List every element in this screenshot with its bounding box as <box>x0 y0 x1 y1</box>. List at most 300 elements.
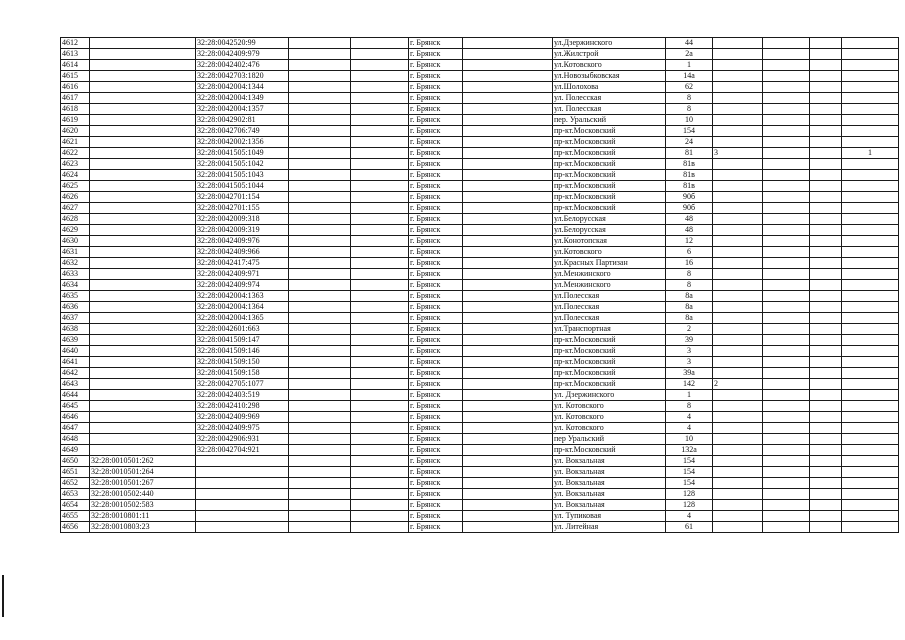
table-row <box>61 379 899 390</box>
extra-number-cell <box>713 181 763 192</box>
cadastral-number-land <box>90 423 196 434</box>
empty-cell <box>289 82 351 93</box>
house-number-cell: 154 <box>666 456 713 467</box>
house-number-cell: 48 <box>666 225 713 236</box>
house-number-cell: 24 <box>666 137 713 148</box>
empty-cell <box>351 115 409 126</box>
cadastral-number-building: 32:28:0042701:154 <box>196 192 289 203</box>
empty-cell <box>463 115 553 126</box>
house-number-cell: 4 <box>666 412 713 423</box>
city-cell: г. Брянск <box>409 390 463 401</box>
empty-cell <box>463 478 553 489</box>
cadastral-number-building: 32:28:0042417:475 <box>196 258 289 269</box>
last-cell <box>842 137 899 148</box>
cadastral-number-land <box>90 302 196 313</box>
empty-cell <box>289 236 351 247</box>
empty-cell <box>351 434 409 445</box>
cadastral-number-land: 32:28:0010502:583 <box>90 500 196 511</box>
extra-number-cell <box>713 93 763 104</box>
street-cell: пр-кт.Московский <box>553 170 666 181</box>
extra-number-cell <box>713 203 763 214</box>
cadastral-number-land <box>90 159 196 170</box>
row-number: 4623 <box>61 159 90 170</box>
last-cell <box>842 203 899 214</box>
empty-cell <box>351 49 409 60</box>
empty-cell <box>810 390 842 401</box>
table-row <box>61 148 899 159</box>
empty-cell <box>351 269 409 280</box>
empty-cell <box>810 236 842 247</box>
empty-cell <box>351 93 409 104</box>
row-number: 4641 <box>61 357 90 368</box>
row-number: 4621 <box>61 137 90 148</box>
street-cell: ул.Красных Партизан <box>553 258 666 269</box>
table-row <box>61 126 899 137</box>
street-cell: ул. Литейная <box>553 522 666 533</box>
empty-cell <box>810 489 842 500</box>
empty-cell <box>463 148 553 159</box>
house-number-cell: 3 <box>666 346 713 357</box>
empty-cell <box>810 247 842 258</box>
empty-cell <box>763 522 810 533</box>
empty-cell <box>810 258 842 269</box>
street-cell: пр-кт.Московский <box>553 357 666 368</box>
empty-cell <box>289 148 351 159</box>
table-row <box>61 49 899 60</box>
last-cell <box>842 357 899 368</box>
last-cell <box>842 38 899 49</box>
house-number-cell: 8 <box>666 93 713 104</box>
empty-cell <box>463 225 553 236</box>
empty-cell <box>289 159 351 170</box>
empty-cell <box>289 214 351 225</box>
extra-number-cell <box>713 401 763 412</box>
cadastral-number-building: 32:28:0042409:974 <box>196 280 289 291</box>
street-cell: ул. Вокзальная <box>553 456 666 467</box>
cadastral-number-land: 32:28:0010501:262 <box>90 456 196 467</box>
table-row <box>61 467 899 478</box>
last-cell <box>842 104 899 115</box>
empty-cell <box>463 137 553 148</box>
cadastral-number-building: 32:28:0041509:147 <box>196 335 289 346</box>
empty-cell <box>810 49 842 60</box>
table-row <box>61 500 899 511</box>
empty-cell <box>763 258 810 269</box>
house-number-cell: 132а <box>666 445 713 456</box>
empty-cell <box>289 313 351 324</box>
street-cell: ул. Котовского <box>553 401 666 412</box>
house-number-cell: 8а <box>666 302 713 313</box>
empty-cell <box>463 423 553 434</box>
house-number-cell: 2а <box>666 49 713 60</box>
cadastral-number-land <box>90 379 196 390</box>
city-cell: г. Брянск <box>409 401 463 412</box>
city-cell: г. Брянск <box>409 49 463 60</box>
empty-cell <box>810 500 842 511</box>
house-number-cell: 10 <box>666 115 713 126</box>
empty-cell <box>351 170 409 181</box>
empty-cell <box>763 291 810 302</box>
empty-cell <box>810 60 842 71</box>
empty-cell <box>810 126 842 137</box>
cadastral-number-land <box>90 313 196 324</box>
table-row <box>61 313 899 324</box>
row-number: 4620 <box>61 126 90 137</box>
street-cell: ул. Вокзальная <box>553 489 666 500</box>
extra-number-cell: 3 <box>713 148 763 159</box>
cadastral-number-building: 32:28:0042703:1820 <box>196 71 289 82</box>
street-cell: ул.Котовского <box>553 247 666 258</box>
empty-cell <box>351 335 409 346</box>
extra-number-cell <box>713 236 763 247</box>
row-number: 4647 <box>61 423 90 434</box>
row-number: 4624 <box>61 170 90 181</box>
last-cell <box>842 60 899 71</box>
city-cell: г. Брянск <box>409 104 463 115</box>
empty-cell <box>289 60 351 71</box>
cadastral-number-land <box>90 324 196 335</box>
city-cell: г. Брянск <box>409 60 463 71</box>
empty-cell <box>810 423 842 434</box>
empty-cell <box>289 478 351 489</box>
cadastral-number-building: 32:28:0042004:1349 <box>196 93 289 104</box>
cadastral-number-building <box>196 522 289 533</box>
empty-cell <box>810 225 842 236</box>
street-cell: ул.Шолохова <box>553 82 666 93</box>
cadastral-number-building: 32:28:0041509:158 <box>196 368 289 379</box>
house-number-cell: 44 <box>666 38 713 49</box>
table-row <box>61 71 899 82</box>
empty-cell <box>351 203 409 214</box>
row-number: 4651 <box>61 467 90 478</box>
city-cell: г. Брянск <box>409 214 463 225</box>
last-cell <box>842 456 899 467</box>
last-cell: 1 <box>842 148 899 159</box>
cadastral-number-land <box>90 93 196 104</box>
empty-cell <box>763 214 810 225</box>
empty-cell <box>763 423 810 434</box>
row-number: 4638 <box>61 324 90 335</box>
last-cell <box>842 269 899 280</box>
empty-cell <box>463 49 553 60</box>
empty-cell <box>463 489 553 500</box>
cadastral-number-land <box>90 280 196 291</box>
empty-cell <box>763 302 810 313</box>
house-number-cell: 128 <box>666 489 713 500</box>
house-number-cell: 142 <box>666 379 713 390</box>
empty-cell <box>763 60 810 71</box>
house-number-cell: 154 <box>666 478 713 489</box>
city-cell: г. Брянск <box>409 269 463 280</box>
row-number: 4644 <box>61 390 90 401</box>
city-cell: г. Брянск <box>409 225 463 236</box>
cadastral-number-building: 32:28:0042520:99 <box>196 38 289 49</box>
empty-cell <box>763 49 810 60</box>
table-row <box>61 236 899 247</box>
cadastral-number-building: 32:28:0041509:146 <box>196 346 289 357</box>
cadastral-number-land <box>90 445 196 456</box>
row-number: 4649 <box>61 445 90 456</box>
empty-cell <box>463 280 553 291</box>
street-cell: ул.Полесская <box>553 291 666 302</box>
extra-number-cell <box>713 467 763 478</box>
city-cell: г. Брянск <box>409 522 463 533</box>
house-number-cell: 2 <box>666 324 713 335</box>
row-number: 4614 <box>61 60 90 71</box>
city-cell: г. Брянск <box>409 126 463 137</box>
row-number: 4632 <box>61 258 90 269</box>
empty-cell <box>351 478 409 489</box>
city-cell: г. Брянск <box>409 115 463 126</box>
street-cell: ул. Вокзальная <box>553 500 666 511</box>
house-number-cell: 8 <box>666 401 713 412</box>
house-number-cell: 8 <box>666 269 713 280</box>
cadastral-number-building: 32:28:0042706:749 <box>196 126 289 137</box>
cadastral-number-land <box>90 434 196 445</box>
cadastral-number-land <box>90 148 196 159</box>
table-row <box>61 104 899 115</box>
table-row <box>61 280 899 291</box>
empty-cell <box>763 115 810 126</box>
empty-cell <box>763 368 810 379</box>
street-cell: ул.Белорусская <box>553 225 666 236</box>
city-cell: г. Брянск <box>409 434 463 445</box>
house-number-cell: 8а <box>666 313 713 324</box>
row-number: 4619 <box>61 115 90 126</box>
house-number-cell: 81 <box>666 148 713 159</box>
cadastral-number-building: 32:28:0042403:519 <box>196 390 289 401</box>
empty-cell <box>810 203 842 214</box>
extra-number-cell <box>713 49 763 60</box>
empty-cell <box>763 71 810 82</box>
street-cell: ул.Транспортная <box>553 324 666 335</box>
city-cell: г. Брянск <box>409 423 463 434</box>
city-cell: г. Брянск <box>409 291 463 302</box>
empty-cell <box>463 258 553 269</box>
city-cell: г. Брянск <box>409 511 463 522</box>
row-number: 4639 <box>61 335 90 346</box>
empty-cell <box>351 104 409 115</box>
empty-cell <box>463 335 553 346</box>
empty-cell <box>289 247 351 258</box>
empty-cell <box>351 280 409 291</box>
extra-number-cell <box>713 478 763 489</box>
row-number: 4645 <box>61 401 90 412</box>
table-row <box>61 115 899 126</box>
row-number: 4646 <box>61 412 90 423</box>
extra-number-cell <box>713 269 763 280</box>
row-number: 4653 <box>61 489 90 500</box>
extra-number-cell <box>713 104 763 115</box>
extra-number-cell <box>713 456 763 467</box>
last-cell <box>842 225 899 236</box>
empty-cell <box>463 368 553 379</box>
cadastral-number-building <box>196 456 289 467</box>
house-number-cell: 16 <box>666 258 713 269</box>
empty-cell <box>463 159 553 170</box>
empty-cell <box>763 500 810 511</box>
empty-cell <box>763 126 810 137</box>
cadastral-number-land <box>90 368 196 379</box>
empty-cell <box>810 313 842 324</box>
empty-cell <box>351 313 409 324</box>
empty-cell <box>463 313 553 324</box>
empty-cell <box>810 71 842 82</box>
extra-number-cell <box>713 412 763 423</box>
cadastral-number-land <box>90 71 196 82</box>
empty-cell <box>763 335 810 346</box>
empty-cell <box>351 401 409 412</box>
table-row <box>61 247 899 258</box>
empty-cell <box>763 456 810 467</box>
empty-cell <box>463 126 553 137</box>
table-row <box>61 412 899 423</box>
empty-cell <box>351 71 409 82</box>
table-row <box>61 302 899 313</box>
empty-cell <box>289 324 351 335</box>
table-row <box>61 324 899 335</box>
empty-cell <box>289 511 351 522</box>
table-row <box>61 214 899 225</box>
cadastral-number-land <box>90 214 196 225</box>
cadastral-number-building: 32:28:0042409:976 <box>196 236 289 247</box>
extra-number-cell <box>713 247 763 258</box>
city-cell: г. Брянск <box>409 137 463 148</box>
city-cell: г. Брянск <box>409 412 463 423</box>
cadastral-number-building: 32:28:0042002:1356 <box>196 137 289 148</box>
cadastral-number-land <box>90 49 196 60</box>
cadastral-number-building: 32:28:0042704:921 <box>196 445 289 456</box>
table-row <box>61 456 899 467</box>
empty-cell <box>763 313 810 324</box>
empty-cell <box>289 115 351 126</box>
empty-cell <box>463 346 553 357</box>
last-cell <box>842 71 899 82</box>
extra-number-cell <box>713 346 763 357</box>
empty-cell <box>351 423 409 434</box>
extra-number-cell <box>713 137 763 148</box>
extra-number-cell <box>713 214 763 225</box>
empty-cell <box>810 159 842 170</box>
empty-cell <box>763 357 810 368</box>
cadastral-number-land <box>90 126 196 137</box>
empty-cell <box>289 368 351 379</box>
empty-cell <box>351 489 409 500</box>
cadastral-number-land <box>90 225 196 236</box>
table-body <box>61 38 899 533</box>
extra-number-cell <box>713 170 763 181</box>
empty-cell <box>463 170 553 181</box>
empty-cell <box>289 192 351 203</box>
street-cell: пр-кт.Московский <box>553 368 666 379</box>
empty-cell <box>810 181 842 192</box>
street-cell: ул. Котовского <box>553 412 666 423</box>
table-row <box>61 445 899 456</box>
house-number-cell: 8а <box>666 291 713 302</box>
cadastral-number-building: 32:28:0041505:1049 <box>196 148 289 159</box>
city-cell: г. Брянск <box>409 467 463 478</box>
cadastral-number-building <box>196 500 289 511</box>
city-cell: г. Брянск <box>409 247 463 258</box>
last-cell <box>842 346 899 357</box>
city-cell: г. Брянск <box>409 170 463 181</box>
table-row <box>61 489 899 500</box>
row-number: 4628 <box>61 214 90 225</box>
extra-number-cell <box>713 192 763 203</box>
last-cell <box>842 379 899 390</box>
empty-cell <box>289 456 351 467</box>
last-cell <box>842 181 899 192</box>
house-number-cell: 10 <box>666 434 713 445</box>
city-cell: г. Брянск <box>409 192 463 203</box>
last-cell <box>842 159 899 170</box>
empty-cell <box>351 192 409 203</box>
cadastral-number-land <box>90 357 196 368</box>
empty-cell <box>289 258 351 269</box>
city-cell: г. Брянск <box>409 82 463 93</box>
empty-cell <box>763 137 810 148</box>
empty-cell <box>289 49 351 60</box>
cadastral-number-building: 32:28:0042004:1357 <box>196 104 289 115</box>
empty-cell <box>810 511 842 522</box>
row-number: 4630 <box>61 236 90 247</box>
table-row <box>61 401 899 412</box>
house-number-cell: 39а <box>666 368 713 379</box>
table-row <box>61 511 899 522</box>
empty-cell <box>289 269 351 280</box>
empty-cell <box>351 368 409 379</box>
house-number-cell: 61 <box>666 522 713 533</box>
cadastral-number-building: 32:28:0041505:1042 <box>196 159 289 170</box>
empty-cell <box>763 82 810 93</box>
empty-cell <box>810 434 842 445</box>
street-cell: пр-кт.Московский <box>553 203 666 214</box>
street-cell: пр-кт.Московский <box>553 159 666 170</box>
city-cell: г. Брянск <box>409 148 463 159</box>
city-cell: г. Брянск <box>409 379 463 390</box>
house-number-cell: 154 <box>666 467 713 478</box>
house-number-cell: 81в <box>666 170 713 181</box>
cadastral-number-land: 32:28:0010501:267 <box>90 478 196 489</box>
empty-cell <box>463 445 553 456</box>
empty-cell <box>351 379 409 390</box>
extra-number-cell <box>713 71 763 82</box>
extra-number-cell <box>713 225 763 236</box>
extra-number-cell <box>713 489 763 500</box>
last-cell <box>842 126 899 137</box>
empty-cell <box>463 60 553 71</box>
empty-cell <box>463 82 553 93</box>
table-row <box>61 82 899 93</box>
last-cell <box>842 192 899 203</box>
last-cell <box>842 445 899 456</box>
last-cell <box>842 280 899 291</box>
row-number: 4656 <box>61 522 90 533</box>
table-row <box>61 159 899 170</box>
empty-cell <box>351 511 409 522</box>
table-row <box>61 93 899 104</box>
empty-cell <box>810 269 842 280</box>
empty-cell <box>463 214 553 225</box>
empty-cell <box>810 467 842 478</box>
empty-cell <box>763 192 810 203</box>
extra-number-cell <box>713 522 763 533</box>
row-number: 4631 <box>61 247 90 258</box>
empty-cell <box>289 346 351 357</box>
empty-cell <box>763 236 810 247</box>
cadastral-number-land <box>90 82 196 93</box>
cadastral-number-building: 32:28:0041505:1044 <box>196 181 289 192</box>
